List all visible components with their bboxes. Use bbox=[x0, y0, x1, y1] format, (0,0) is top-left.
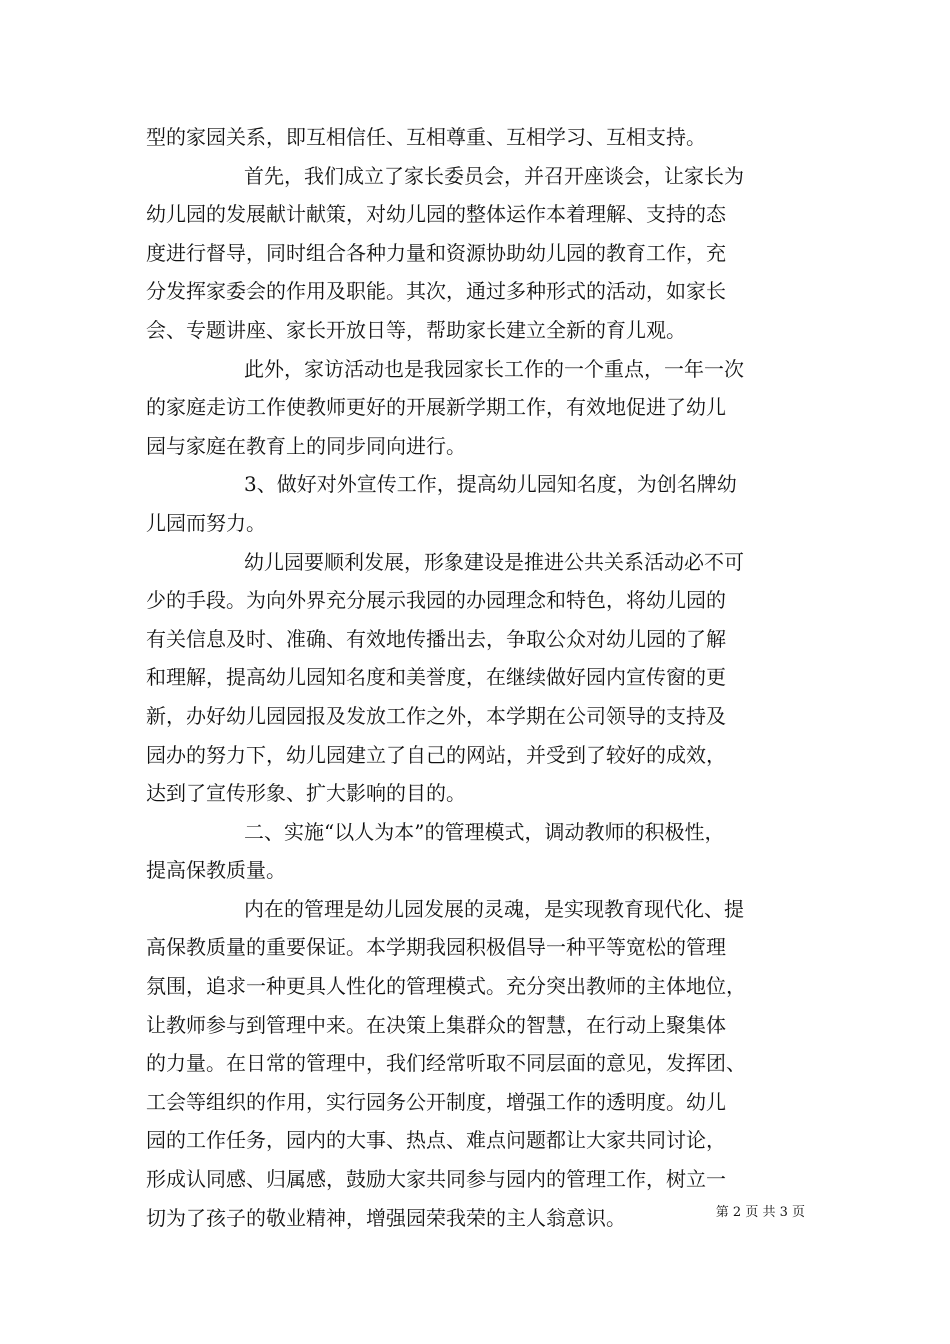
section-heading-line: 儿园而努力。 bbox=[146, 510, 266, 535]
text-line: 幼儿园的发展献计献策，对幼儿园的整体运作本着理解、支持的态 bbox=[146, 202, 726, 227]
text-line: 的力量。在日常的管理中，我们经常听取不同层面的意见，发挥团、 bbox=[146, 1051, 746, 1076]
text-line: 达到了宣传形象、扩大影响的目的。 bbox=[146, 781, 466, 806]
text-line: 形成认同感、归属感，鼓励大家共同参与园内的管理工作，树立一 bbox=[146, 1167, 726, 1192]
section-heading-line: 3、做好对外宣传工作，提高幼儿园知名度，为创名牌幼 bbox=[244, 472, 737, 497]
text-line: 高保教质量的重要保证。本学期我园积极倡导一种平等宽松的管理 bbox=[146, 935, 726, 960]
text-line: 切为了孩子的敬业精神，增强园荣我荣的主人翁意识。 bbox=[146, 1205, 626, 1230]
text-line: 园办的努力下，幼儿园建立了自己的网站，并受到了较好的成效， bbox=[146, 742, 726, 767]
text-line: 和理解，提高幼儿园知名度和美誉度，在继续做好园内宣传窗的更 bbox=[146, 665, 726, 690]
text-line: 让教师参与到管理中来。在决策上集群众的智慧，在行动上聚集体 bbox=[146, 1012, 726, 1037]
text-line: 有关信息及时、准确、有效地传播出去，争取公众对幼儿园的了解 bbox=[146, 626, 726, 651]
section-heading-line: 二、实施“以人为本”的管理模式，调动教师的积极性， bbox=[244, 819, 725, 844]
text-line: 工会等组织的作用，实行园务公开制度，增强工作的透明度。幼儿 bbox=[146, 1089, 726, 1114]
paragraph-start-line: 首先，我们成立了家长委员会，并召开座谈会，让家长为 bbox=[244, 163, 744, 188]
paragraph-start-line: 内在的管理是幼儿园发展的灵魂，是实现教育现代化、提 bbox=[244, 896, 744, 921]
text-line: 少的手段。为向外界充分展示我园的办园理念和特色，将幼儿园的 bbox=[146, 588, 726, 613]
text-line: 园与家庭在教育上的同步同向进行。 bbox=[146, 433, 466, 458]
text-line: 新，办好幼儿园园报及发放工作之外，本学期在公司领导的支持及 bbox=[146, 703, 726, 728]
text-line: 氛围，追求一种更具人性化的管理模式。充分突出教师的主体地位， bbox=[146, 974, 746, 999]
text-line: 分发挥家委会的作用及职能。其次，通过多种形式的活动，如家长 bbox=[146, 279, 726, 304]
text-line: 型的家园关系，即互相信任、互相尊重、互相学习、互相支持。 bbox=[146, 125, 706, 149]
page-number-footer: 第 2 页 共 3 页 bbox=[715, 1205, 805, 1220]
text-line: 会、专题讲座、家长开放日等，帮助家长建立全新的育儿观。 bbox=[146, 317, 686, 342]
text-line: 园的工作任务，园内的大事、热点、难点问题都让大家共同讨论， bbox=[146, 1128, 726, 1153]
section-heading-line: 提高保教质量。 bbox=[146, 858, 286, 883]
text-line: 度进行督导，同时组合各种力量和资源协助幼儿园的教育工作，充 bbox=[146, 240, 726, 265]
paragraph-start-line: 幼儿园要顺利发展，形象建设是推进公共关系活动必不可 bbox=[244, 549, 744, 574]
document-body bbox=[146, 118, 808, 1237]
paragraph-start-line: 此外，家访活动也是我园家长工作的一个重点，一年一次 bbox=[244, 356, 744, 381]
text-line: 的家庭走访工作使教师更好的开展新学期工作，有效地促进了幼儿 bbox=[146, 395, 726, 420]
